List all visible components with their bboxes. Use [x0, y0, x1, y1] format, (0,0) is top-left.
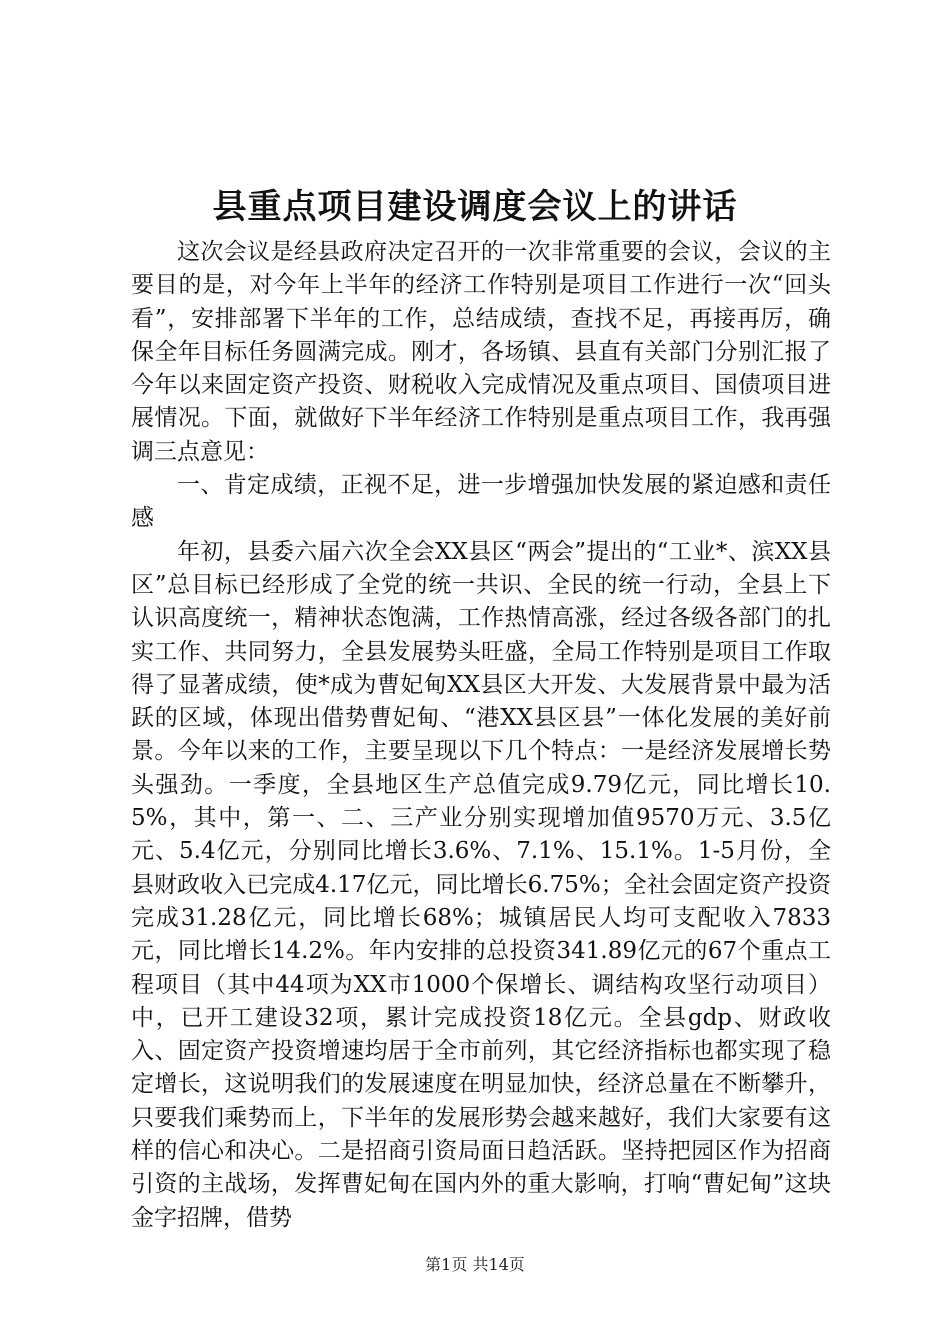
- paragraph-intro: 这次会议是经县政府决定召开的一次非常重要的会议，会议的主要目的是，对今年上半年的经济工作特别是项目工作进行一次“回头看”，安排部署下半年的工作，总结成绩，查找不足，再接再厉，确保全年目标任务圆满完成。刚才，各场镇、县直有关部门分别汇报了今年以来固定资产投资、财税收入完成情况及重点项目、国债项目进展情况。下面，就做好下半年经济工作特别是重点项目工作，我再强调三点意见：: [131, 239, 831, 465]
- page-footer: 第1页 共14页: [425, 1255, 525, 1274]
- document-title: 县重点项目建设调度会议上的讲话: [212, 187, 738, 227]
- document-body: [131, 236, 831, 1235]
- paragraph-achievements: 年初，县委六届六次全会XX县区“两会”提出的“工业*、滨XX县区”总目标已经形成了全党的统一共识、全民的统一行动，全县上下认识高度统一，精神状态饱满，工作热情高涨，经过各级各部门的扎实工作、共同努力，全县发展势头旺盛，全局工作特别是项目工作取得了显著成绩，使*成为曹妃甸XX县区大开发、大发展背景中最为活跃的区域，体现出借势曹妃甸、“港XX县区县”一体化发展的美好前景。今年以来的工作，主要呈现以下几个特点：一是经济发展增长势头强劲。一季度，全县地区生产总值完成9.79亿元，同比增长10.5%，其中，第一、二、三产业分别实现增加值9570万元、3.5亿元、5.4亿元，分别同比增长3.6%、7.1%、15.1%。1-5月份，全县财政收入已完成4.17亿元，同比增长6.75%；全社会固定资产投资完成31.28亿元，同比增长68%；城镇居民人均可支配收入7833元，同比增长14.2%。年内安排的总投资341.89亿元的67个重点工程项目（其中44项为XX市1000个保增长、调结构攻坚行动项目）中，已开工建设32项，累计完成投资18亿元。全县gdp、财政收入、固定资产投资增速均居于全市前列，其它经济指标也都实现了稳定增长，这说明我们的发展速度在明显加快，经济总量在不断攀升，只要我们乘势而上，下半年的发展形势会越来越好，我们大家要有这样的信心和决心。二是招商引资局面日趋活跃。坚持把园区作为招商引资的主战场，发挥曹妃甸在国内外的重大影响，打响“曹妃甸”这块金字招牌，借势: [131, 538, 831, 1231]
- section-heading-1: 一、肯定成绩，正视不足，进一步增强加快发展的紧迫感和责任感: [131, 472, 831, 532]
